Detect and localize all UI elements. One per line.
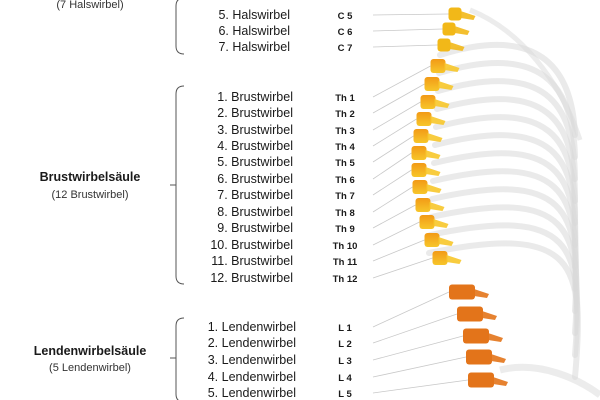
leader-line xyxy=(373,205,416,228)
leader-line xyxy=(373,45,438,47)
vertebra-label: 9. Brustwirbel xyxy=(217,221,293,235)
vertebra-process xyxy=(427,184,442,193)
leader-line xyxy=(373,357,466,377)
vertebra-body xyxy=(449,285,475,300)
vertebra-code: Th 5 xyxy=(335,158,355,169)
vertebra-process xyxy=(434,219,449,228)
vertebra-code: L 5 xyxy=(338,389,352,400)
group-title: Lendenwirbelsäule xyxy=(33,344,147,358)
group-subtitle: (7 Halswirbel) xyxy=(56,0,124,11)
vertebra-body xyxy=(457,307,483,322)
vertebra-process xyxy=(491,354,506,363)
vertebra-label: 8. Brustwirbel xyxy=(217,205,293,219)
vertebra-code: Th 4 xyxy=(335,142,355,153)
leader-line xyxy=(373,102,421,130)
vertebra-body xyxy=(433,251,448,265)
vertebra-body xyxy=(416,198,431,212)
vertebra-label: 6. Halswirbel xyxy=(218,24,290,38)
leader-line xyxy=(373,336,463,360)
vertebra-code: Th 11 xyxy=(332,257,358,268)
rib-arc xyxy=(438,81,575,179)
vertebra-process xyxy=(426,150,441,159)
vertebra-process xyxy=(426,167,441,176)
vertebra-code: Th 12 xyxy=(332,274,358,285)
vertebra-code: L 3 xyxy=(338,356,352,367)
vertebra-body xyxy=(449,8,462,21)
vertebra-label: 1. Lendenwirbel xyxy=(207,320,296,334)
vertebra-body xyxy=(413,180,428,194)
vertebra-label: 2. Brustwirbel xyxy=(217,106,293,120)
vertebra-label: 1. Brustwirbel xyxy=(217,90,293,104)
vertebra-process xyxy=(488,333,503,342)
vertebra-label: 2. Lendenwirbel xyxy=(207,336,296,350)
vertebra-label: 11. Brustwirbel xyxy=(211,254,293,268)
vertebra-code: Th 2 xyxy=(335,109,355,120)
vertebra-label: 5. Brustwirbel xyxy=(217,155,293,169)
vertebra-label: 10. Brustwirbel xyxy=(210,238,293,252)
group-subtitle: (12 Brustwirbel) xyxy=(51,189,129,201)
group-title: Brustwirbelsäule xyxy=(39,170,141,184)
vertebra-label: 7. Halswirbel xyxy=(218,40,290,54)
vertebra-body xyxy=(414,129,429,143)
vertebra-code: C 7 xyxy=(337,43,353,54)
vertebra-label: 5. Halswirbel xyxy=(218,8,290,22)
leader-line xyxy=(373,29,443,31)
vertebra-process xyxy=(447,255,462,264)
vertebra-code: C 6 xyxy=(337,27,353,38)
leader-line xyxy=(373,240,425,261)
rib-arc xyxy=(429,243,578,377)
vertebra-code: Th 1 xyxy=(335,93,355,104)
vertebra-body xyxy=(412,163,427,177)
vertebra-body xyxy=(412,146,427,160)
group-titles xyxy=(34,0,147,374)
pelvis-outline xyxy=(500,367,600,395)
vertebra-code: Th 10 xyxy=(332,241,358,252)
vertebra-body xyxy=(425,233,440,247)
vertebra-label: 5. Lendenwirbel xyxy=(207,386,296,400)
vertebra-process xyxy=(474,289,489,298)
vertebra-process xyxy=(493,377,508,386)
vertebra-code: L 2 xyxy=(338,339,352,350)
vertebra-code: C 5 xyxy=(337,11,353,22)
vertebra-label: 7. Brustwirbel xyxy=(217,188,293,202)
leader-line xyxy=(373,380,468,393)
leader-line xyxy=(373,153,412,179)
leader-line xyxy=(373,66,431,97)
leader-line xyxy=(373,136,414,162)
vertebra-body xyxy=(463,329,489,344)
vertebra-label: 3. Brustwirbel xyxy=(217,123,293,137)
vertebra-code: Th 3 xyxy=(335,126,355,137)
vertebra-label: 12. Brustwirbel xyxy=(210,271,293,285)
leader-line xyxy=(373,292,449,327)
leader-line xyxy=(373,258,433,278)
vertebra-code: L 1 xyxy=(338,323,352,334)
vertebra-process xyxy=(439,237,454,246)
vertebra-body xyxy=(466,350,492,365)
vertebra-body xyxy=(438,39,451,52)
vertebra-body xyxy=(425,77,440,91)
vertebra-body xyxy=(421,95,436,109)
vertebra-labels xyxy=(208,8,358,400)
group-bracket xyxy=(176,0,184,54)
vertebra-process xyxy=(455,26,470,35)
vertebra-body xyxy=(431,59,446,73)
vertebra-body xyxy=(468,373,494,388)
group-brackets xyxy=(170,0,184,400)
vertebra-label: 4. Brustwirbel xyxy=(217,139,293,153)
vertebra-code: Th 9 xyxy=(335,224,355,235)
vertebra-process xyxy=(482,311,497,320)
leader-line xyxy=(373,14,449,15)
vertebra-body xyxy=(420,215,435,229)
vertebra-code: Th 7 xyxy=(335,191,355,202)
vertebra-label: 4. Lendenwirbel xyxy=(207,370,296,384)
vertebra-code: Th 6 xyxy=(335,175,355,186)
vertebra-code: Th 8 xyxy=(335,208,355,219)
vertebra-body xyxy=(417,112,432,126)
vertebra-process xyxy=(431,116,446,125)
rib-arc xyxy=(439,63,575,157)
group-bracket xyxy=(176,86,184,284)
vertebra-body xyxy=(443,23,456,36)
vertebra-process xyxy=(428,133,443,142)
vertebra-process xyxy=(430,202,445,211)
leader-line xyxy=(373,119,417,146)
leader-line xyxy=(373,222,420,245)
vertebra-label: 6. Brustwirbel xyxy=(217,172,293,186)
group-bracket xyxy=(176,318,184,400)
vertebra-code: L 4 xyxy=(338,373,352,384)
leader-line xyxy=(373,84,425,113)
leader-line xyxy=(373,314,457,343)
group-subtitle: (5 Lendenwirbel) xyxy=(49,362,131,374)
vertebra-label: 3. Lendenwirbel xyxy=(207,353,296,367)
